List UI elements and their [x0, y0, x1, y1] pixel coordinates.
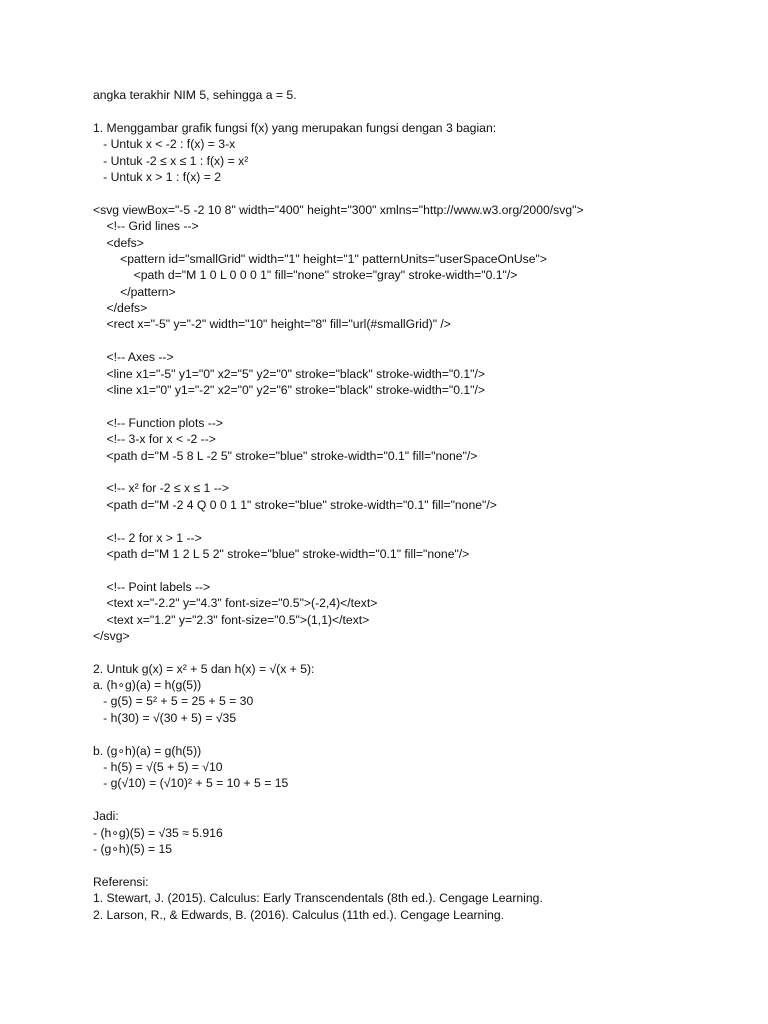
- text-line: <line x1="0" y1="-2" x2="0" y2="6" stroke="black" stroke-width="0.1"/>: [93, 383, 486, 398]
- text-line: <path d="M 1 2 L 5 2" stroke="blue" stroke-width="0.1" fill="none"/>: [93, 546, 470, 561]
- text-line: <!-- 3-x for x < -2 -->: [93, 432, 216, 447]
- text-line: [93, 398, 733, 414]
- text-line: <svg viewBox="-5 -2 10 8" width="400" height="300" xmlns="http://www.w3.org/2000/svg">: [93, 202, 584, 217]
- text-line: Jadi:: [93, 809, 119, 824]
- text-line: 2. Larson, R., & Edwards, B. (2016). Calculus (11th ed.). Cengage Learning.: [93, 907, 504, 922]
- text-line: [93, 857, 733, 873]
- text-line: <path d="M -5 8 L -2 5" stroke="blue" stroke-width="0.1" fill="none"/>: [93, 448, 478, 463]
- text-line: 1. Menggambar grafik fungsi f(x) yang merupakan fungsi dengan 3 bagian:: [93, 120, 497, 135]
- text-line: - Untuk -2 ≤ x ≤ 1 : f(x) = x²: [93, 153, 249, 168]
- text-line: [93, 333, 733, 349]
- text-line: - h(30) = √(30 + 5) = √35: [93, 710, 237, 725]
- text-line: <defs>: [93, 235, 144, 250]
- text-line: </svg>: [93, 628, 130, 643]
- text-line: - h(5) = √(5 + 5) = √10: [93, 760, 223, 775]
- text-line: [93, 792, 733, 808]
- text-line: 1. Stewart, J. (2015). Calculus: Early Transcendentals (8th ed.). Cengage Learning.: [93, 891, 543, 906]
- text-line: - g(√10) = (√10)² + 5 = 10 + 5 = 15: [93, 776, 289, 791]
- text-line: <rect x="-5" y="-2" width="10" height="8" fill="url(#smallGrid)" />: [93, 317, 451, 332]
- text-line: <line x1="-5" y1="0" x2="5" y2="0" stroke="black" stroke-width="0.1"/>: [93, 366, 486, 381]
- text-line: <!-- Point labels -->: [93, 579, 211, 594]
- text-line: [93, 464, 733, 480]
- text-line: - (g∘h)(5) = 15: [93, 841, 173, 856]
- text-line: 2. Untuk g(x) = x² + 5 dan h(x) = √(x + 5):: [93, 661, 315, 676]
- text-line: <path d="M -2 4 Q 0 0 1 1" stroke="blue" stroke-width="0.1" fill="none"/>: [93, 497, 497, 512]
- text-line: <text x="-2.2" y="4.3" font-size="0.5">(-2,4)</text>: [93, 596, 378, 611]
- text-line: [93, 562, 733, 578]
- text-line: <text x="1.2" y="2.3" font-size="0.5">(1,1)</text>: [93, 612, 370, 627]
- text-line: - (h∘g)(5) = √35 ≈ 5.916: [93, 825, 223, 840]
- text-line: - Untuk x < -2 : f(x) = 3-x: [93, 137, 236, 152]
- text-line: b. (g∘h)(a) = g(h(5)): [93, 743, 202, 758]
- text-line: <!-- Function plots -->: [93, 415, 224, 430]
- text-line: </defs>: [93, 301, 148, 316]
- text-line: [93, 513, 733, 529]
- text-line: <!-- 2 for x > 1 -->: [93, 530, 202, 545]
- text-line: [93, 103, 733, 119]
- text-line: [93, 644, 733, 660]
- text-line: <path d="M 1 0 L 0 0 0 1" fill="none" stroke="gray" stroke-width="0.1"/>: [93, 268, 518, 283]
- document-body: [93, 87, 733, 923]
- text-line: - Untuk x > 1 : f(x) = 2: [93, 169, 222, 184]
- text-line: [93, 185, 733, 201]
- text-line: <pattern id="smallGrid" width="1" height="1" patternUnits="userSpaceOnUse">: [93, 251, 547, 266]
- text-line: angka terakhir NIM 5, sehingga a = 5.: [93, 88, 297, 102]
- text-line: - g(5) = 5² + 5 = 25 + 5 = 30: [93, 694, 254, 709]
- text-line: [93, 726, 733, 742]
- text-line: <!-- Grid lines -->: [93, 219, 199, 234]
- text-line: <!-- x² for -2 ≤ x ≤ 1 -->: [93, 481, 229, 496]
- text-line: a. (h∘g)(a) = h(g(5)): [93, 678, 202, 693]
- text-line: <!-- Axes -->: [93, 350, 174, 365]
- text-line: Referensi:: [93, 874, 149, 889]
- text-line: </pattern>: [93, 284, 176, 299]
